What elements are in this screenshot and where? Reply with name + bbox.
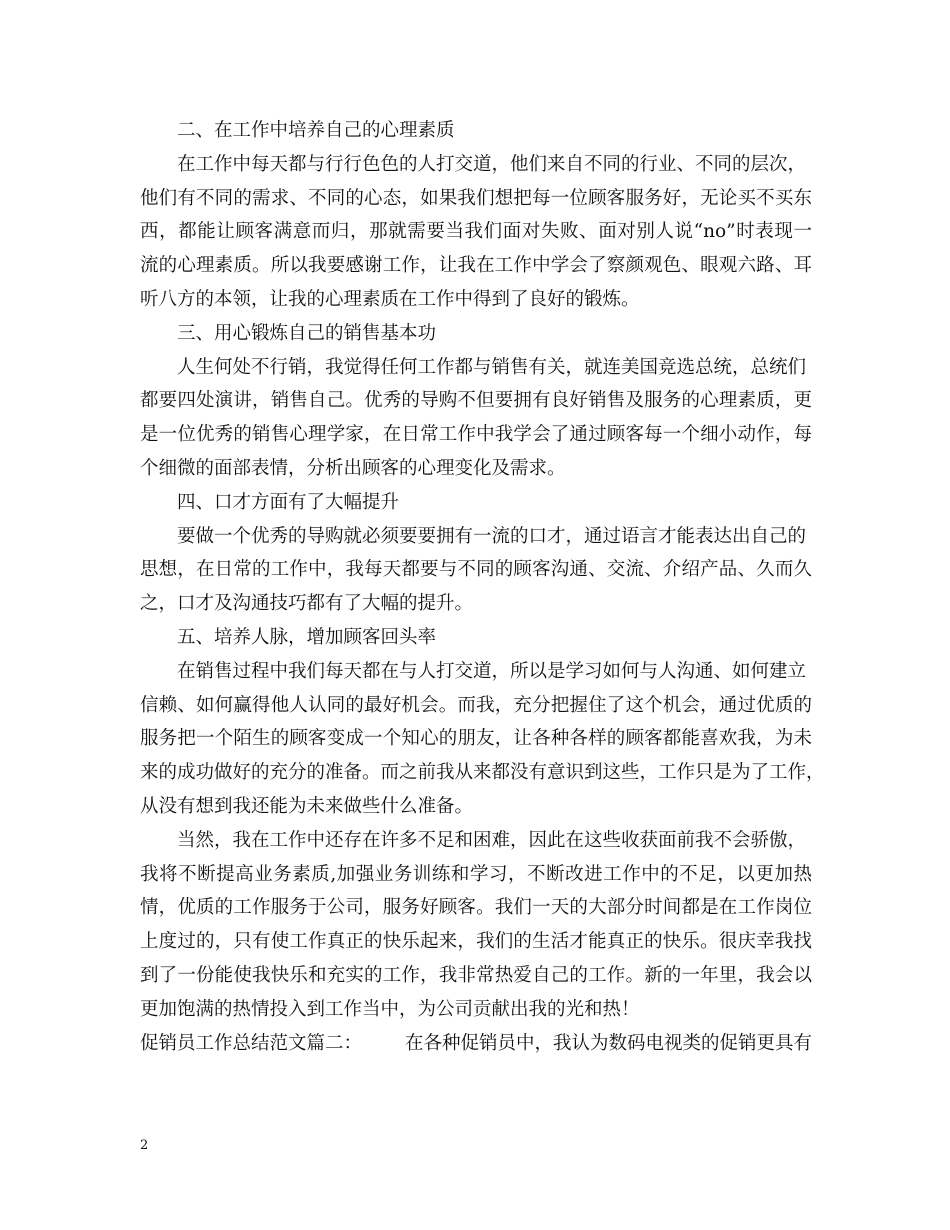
section-heading: 四、口才方面有了大幅提升 bbox=[177, 491, 400, 513]
section-heading: 五、培养人脉，增加顾客回头率 bbox=[177, 626, 437, 648]
paragraph-line: 在工作中每天都与行行色色的人打交道，他们来自不同的行业、不同的层次， bbox=[177, 153, 807, 175]
section-heading: 三、用心锻炼自己的销售基本功 bbox=[177, 322, 437, 344]
paragraph-line: 我将不断提高业务素质,加强业务训练和学习，不断改进工作中的不足，以更加热 bbox=[140, 863, 812, 885]
next-article-title: 促销员工作总结范文篇二： bbox=[140, 1032, 363, 1054]
paragraph-line: 当然，我在工作中还存在许多不足和困难，因此在这些收获面前我不会骄傲， bbox=[177, 829, 807, 851]
paragraph-line: 服务把一个陌生的顾客变成一个知心的朋友，让各种各样的顾客都能喜欢我，为未 bbox=[140, 728, 812, 750]
paragraph-line: 信赖、如何赢得他人认同的最好机会。而我，充分把握住了这个机会，通过优质的 bbox=[140, 694, 812, 716]
paragraph-line: 在销售过程中我们每天都在与人打交道，所以是学习如何与人沟通、如何建立 bbox=[177, 660, 807, 682]
paragraph-line: 他们有不同的需求、不同的心态，如果我们想把每一位顾客服务好，无论买不买东 bbox=[140, 187, 812, 209]
paragraph-line: 要做一个优秀的导购就必须要要拥有一流的口才，通过语言才能表达出自己的 bbox=[177, 525, 807, 547]
paragraph-line: 来的成功做好的充分的准备。而之前我从来都没有意识到这些，工作只是为了工作， bbox=[140, 762, 825, 784]
page-number: 2 bbox=[140, 1138, 149, 1153]
next-article-opening: 在各种促销员中，我认为数码电视类的促销更具有 bbox=[404, 1032, 812, 1054]
paragraph-line: 情，优质的工作服务于公司，服务好顾客。我们一天的大部分时间都是在工作岗位 bbox=[140, 897, 812, 919]
paragraph-line: 从没有想到我还能为未来做些什么准备。 bbox=[140, 795, 474, 817]
paragraph-line: 西，都能让顾客满意而归，那就需要当我们面对失败、面对别人说“no”时表现一 bbox=[140, 221, 812, 243]
paragraph-line: 个细微的面部表情，分析出顾客的心理变化及需求。 bbox=[140, 457, 566, 479]
paragraph-line: 人生何处不行销，我觉得任何工作都与销售有关，就连美国竞选总统，总统们 bbox=[177, 356, 807, 378]
paragraph-line: 流的心理素质。所以我要感谢工作，让我在工作中学会了察颜观色、眼观六路、耳 bbox=[140, 255, 812, 277]
section-heading: 二、在工作中培养自己的心理素质 bbox=[177, 120, 455, 141]
paragraph-line: 都要四处演讲，销售自己。优秀的导购不但要拥有良好销售及服务的心理素质，更 bbox=[140, 390, 812, 412]
paragraph-line: 思想，在日常的工作中，我每天都要与不同的顾客沟通、交流、介绍产品、久而久 bbox=[140, 559, 812, 581]
closing-line bbox=[140, 1027, 812, 1061]
paragraph-line: 到了一份能使我快乐和充实的工作，我非常热爱自己的工作。新的一年里，我会以 bbox=[140, 964, 812, 986]
paragraph-line: 上度过的，只有使工作真正的快乐起来，我们的生活才能真正的快乐。很庆幸我找 bbox=[140, 931, 812, 953]
paragraph-line: 之，口才及沟通技巧都有了大幅的提升。 bbox=[140, 593, 474, 615]
document-body bbox=[140, 114, 825, 1060]
paragraph-line: 听八方的本领，让我的心理素质在工作中得到了良好的锻炼。 bbox=[140, 288, 640, 310]
paragraph-line: 是一位优秀的销售心理学家，在日常工作中我学会了通过顾客每一个细小动作，每 bbox=[140, 424, 812, 446]
paragraph-line: 更加饱满的热情投入到工作当中，为公司贡献出我的光和热！ bbox=[140, 998, 640, 1020]
